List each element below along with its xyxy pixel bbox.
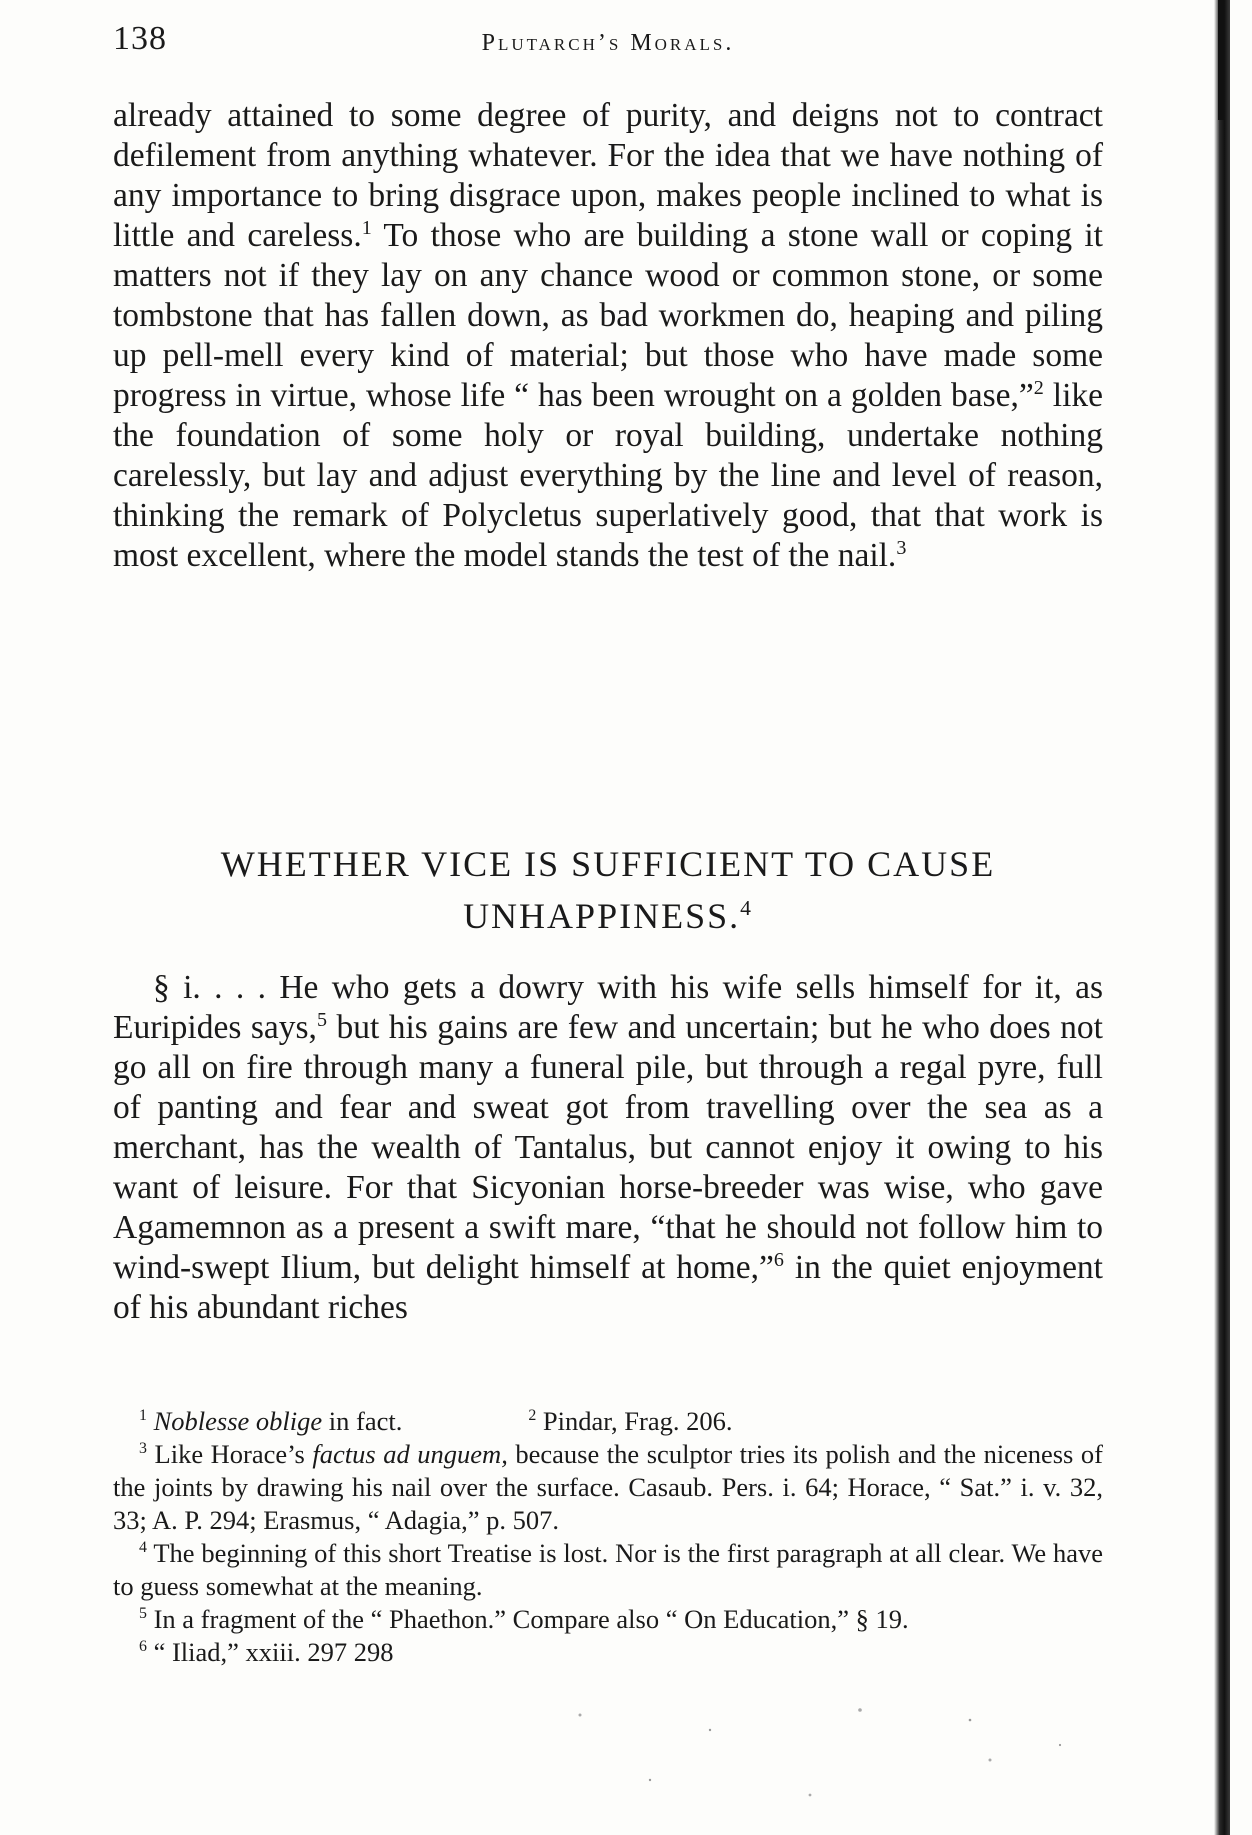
footnote-ref-4: 4: [740, 896, 753, 920]
scan-specks: [560, 1700, 1120, 1820]
paragraph-text: already attained to some degree of purity, and deigns not to contract defilement from anything whatever. For the idea that we have nothing of any importance to bring disgrace upon, makes people inclined to what is little and careless.: [113, 97, 1103, 254]
footnote-6: [113, 1636, 1103, 1669]
running-head: Plutarch’s Morals.: [481, 30, 735, 56]
footnote-text: because the sculptor tries its polish and the niceness of the joints by drawing his nail over the surface. Casaub. Pers. i. 64; Horace, “ Sat.” i. v. 32, 33; A. P. 294; Erasmus, “ Adagia,” p. 507.: [113, 1439, 1103, 1535]
footnote-ref-3: 3: [896, 536, 907, 559]
footnote-row-1-2: [113, 1405, 1103, 1438]
paragraph-text: in the quiet enjoyment of his abundant riches: [113, 1249, 1103, 1326]
page-header: [113, 20, 1103, 70]
footnote-mark: 6: [139, 1638, 147, 1656]
section-heading: [113, 838, 1103, 942]
paragraph-text: § i. . . . He who gets a dowry with his wife sells himself for it, as Euripides says,: [113, 969, 1103, 1046]
page-number: 138: [113, 20, 167, 57]
paragraph-text: like the foundation of some holy or royal building, undertake nothing carelessly, but lay and adjust everything by the line and level of reason, thinking the remark of Polycletus superlatively good, that that work is most excellent, where the model stands the test of the nail.: [113, 377, 1104, 574]
footnote-mark: 1: [139, 1407, 147, 1425]
footnote-text: The beginning of this short Treatise is lost. Nor is the first paragraph at all clear. We have to guess somewhat at the meaning.: [113, 1538, 1103, 1601]
footnote-ref-1: 1: [361, 216, 372, 239]
footnote-mark: 4: [139, 1539, 147, 1557]
footnote-4: [113, 1537, 1103, 1603]
footnote-5: [113, 1603, 1103, 1636]
paragraph-text: but his gains are few and uncertain; but he who does not go all on fire through many a funeral pile, but through a regal pyre, full of panting and fear and sweat got from travelling over the sea as a merchant, has the wealth of Tantalus, but cannot enjoy it owing to his want of leisure. For that Sicyonian horse-breeder was wise, who gave Agamemnon as a present a swift mare, “that he should not follow him to wind-swept Ilium, but delight himself at home,”: [113, 1009, 1103, 1286]
footnote-text: Like Horace’s: [146, 1439, 313, 1469]
footnote-text: “ Iliad,” xxiii. 297 298: [146, 1637, 394, 1667]
paragraph-continuation: [113, 96, 1103, 576]
footnote-text: in fact.: [322, 1406, 403, 1436]
footnote-ref-6: 6: [773, 1248, 784, 1271]
heading-text: WHETHER VICE IS SUFFICIENT TO CAUSE UNHAPPINESS.: [220, 844, 996, 936]
footnote-italic: factus ad unguem,: [312, 1439, 508, 1469]
footnote-ref-2: 2: [1033, 376, 1044, 399]
footnote-text: In a fragment of the “ Phaethon.” Compare also “ On Education,” § 19.: [146, 1604, 909, 1634]
page-edge-shadow: [1214, 0, 1230, 1835]
footnote-text: Pindar, Frag. 206.: [536, 1406, 733, 1436]
footnote-mark: 2: [528, 1407, 537, 1425]
footnote-ref-5: 5: [316, 1008, 327, 1031]
footnote-1: [113, 1405, 402, 1438]
paragraph-text: To those who are building a stone wall or coping it matters not if they lay on any chance wood or common stone, or some tombstone that has fallen down, as bad workmen do, heaping and piling up pell-mell every kind of material; but those who have made some progress in virtue, whose life “ has been wrought on a golden base,”: [113, 217, 1103, 414]
footnotes: [113, 1405, 1103, 1669]
footnote-mark: 5: [139, 1605, 147, 1623]
footnote-italic: Noblesse oblige: [153, 1406, 323, 1436]
footnote-2: [502, 1405, 732, 1438]
footnote-3: [113, 1438, 1103, 1537]
page-edge-top-shadow: [1218, 0, 1224, 120]
paragraph-section-1: [113, 968, 1103, 1328]
footnote-mark: 3: [139, 1440, 147, 1458]
